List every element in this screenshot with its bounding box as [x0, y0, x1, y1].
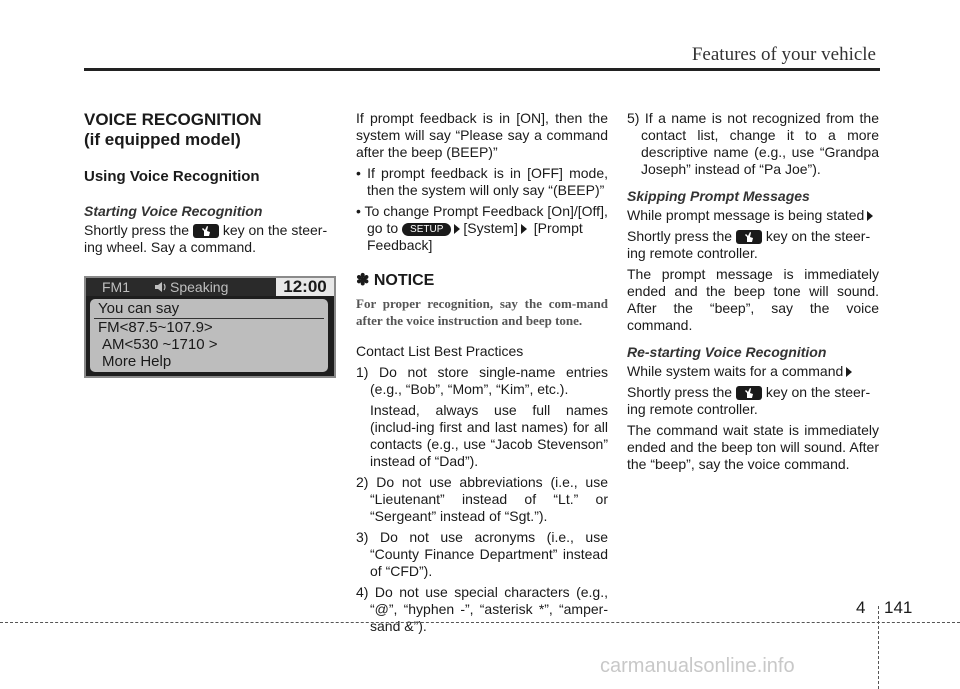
skip-text-2 — [627, 228, 879, 262]
title-line-1: VOICE RECOGNITION — [84, 110, 262, 129]
bullet-change-feedback — [356, 203, 608, 254]
skip-text-2-a: Shortly press the — [627, 228, 733, 244]
list-item-4: 4) Do not use special characters (e.g., “@”, “hyphen -”, “asterisk *”, “amper-sand &”). — [356, 584, 608, 634]
prompt-intro: If prompt feedback is in [ON], then the system will say “Please say a command after the beep (BEEP)” — [356, 110, 608, 160]
display-line-1: You can say — [98, 300, 180, 317]
talk-key-icon — [736, 386, 762, 400]
bullet2-text-a: • To change Prompt Feedback [On]/[Off], go to — [356, 203, 608, 236]
starting-heading: Starting Voice Recognition — [84, 203, 263, 219]
starting-text-a: Shortly press the — [84, 222, 190, 238]
notice-heading: ✽ NOTICE — [356, 272, 435, 289]
footer-rule — [0, 622, 960, 623]
talk-key-icon — [736, 230, 762, 244]
footer-divider — [878, 606, 879, 689]
speaker-icon — [154, 281, 168, 293]
subtitle: Using Voice Recognition — [84, 168, 260, 185]
list-item-1-cont: Instead, always use full names (includ-ing first and last names) for all contacts (e.g., use “Jacob Stevenson” instead of “Dad”). — [370, 402, 608, 469]
arrow-right-icon — [454, 224, 460, 234]
audio-display — [84, 276, 336, 378]
display-line-2: FM<87.5~107.9> — [98, 319, 213, 336]
list-item-5: 5) If a name is not recognized from the contact list, change it to a more descriptive name (e.g., use “Grandpa Joseph” instead of “Pa Joe”). — [627, 110, 879, 177]
display-line-3: AM<530 ~1710 > — [102, 336, 218, 353]
display-time: 12:00 — [276, 278, 334, 296]
arrow-right-icon — [846, 367, 852, 377]
skip-text-1-label: While prompt message is being stated — [627, 207, 865, 223]
bullet2-text-c: [Prompt Feedback] — [367, 220, 583, 253]
skip-text-2-b: key on the steer-ing remote controller. — [627, 228, 871, 261]
display-band: FM1 — [102, 279, 130, 295]
bullet-off-mode: • If prompt feedback is in [OFF] mode, then the system will only say “(BEEP)” — [356, 165, 608, 198]
display-panel — [90, 299, 328, 372]
starting-text-b: key on the steer-ing wheel. Say a command. — [84, 222, 328, 255]
restart-text-2-a: Shortly press the — [627, 384, 733, 400]
bullet2-text-b: [System] — [463, 220, 518, 236]
list-item-1: 1) Do not store single-name entries (e.g., “Bob”, “Mom”, “Kim”, etc.). — [356, 364, 608, 397]
chapter-number: 4 — [856, 598, 866, 617]
list-item-2: 2) Do not use abbreviations (i.e., use “Lieutenant” instead of “Lt.” or “Sergeant” instead of “Sgt.”). — [356, 474, 608, 524]
display-status: Speaking — [170, 279, 229, 295]
restart-text-1-label: While system waits for a command — [627, 363, 844, 379]
restart-text-2 — [627, 384, 879, 418]
skip-text-3: The prompt message is immediately ended and the beep tone will sound. After the “beep”, say the voice command. — [627, 266, 879, 333]
arrow-right-icon — [521, 224, 527, 234]
notice-body: For proper recognition, say the com-mand after the voice instruction and beep tone. — [356, 296, 608, 328]
restart-heading: Re-starting Voice Recognition — [627, 344, 827, 360]
skip-text-1 — [627, 207, 879, 224]
arrow-right-icon — [867, 211, 873, 221]
column-3 — [627, 110, 879, 477]
restart-text-2-b: key on the steer-ing remote controller. — [627, 384, 871, 417]
title-line-2: (if equipped model) — [84, 130, 241, 149]
skip-heading: Skipping Prompt Messages — [627, 188, 810, 204]
page-title — [84, 110, 336, 150]
list-item-3: 3) Do not use acronyms (i.e., use “County Finance Department” instead of “CFD”). — [356, 529, 608, 579]
setup-key-label: SETUP — [402, 223, 451, 236]
talk-key-icon — [193, 224, 219, 238]
watermark: carmanualsonline.info — [600, 655, 795, 677]
page-number: 141 — [884, 598, 913, 617]
column-1 — [84, 110, 336, 378]
section-title: Features of your vehicle — [691, 44, 876, 65]
header-rule — [84, 68, 880, 71]
column-2 — [356, 110, 608, 639]
restart-text-3: The command wait state is immediately ended and the beep ton will sound. After the “beep”, say the voice command. — [627, 422, 879, 472]
display-line-4: More Help — [102, 353, 172, 370]
restart-text-1 — [627, 363, 879, 380]
starting-text — [84, 222, 336, 256]
list-heading: Contact List Best Practices — [356, 343, 524, 359]
